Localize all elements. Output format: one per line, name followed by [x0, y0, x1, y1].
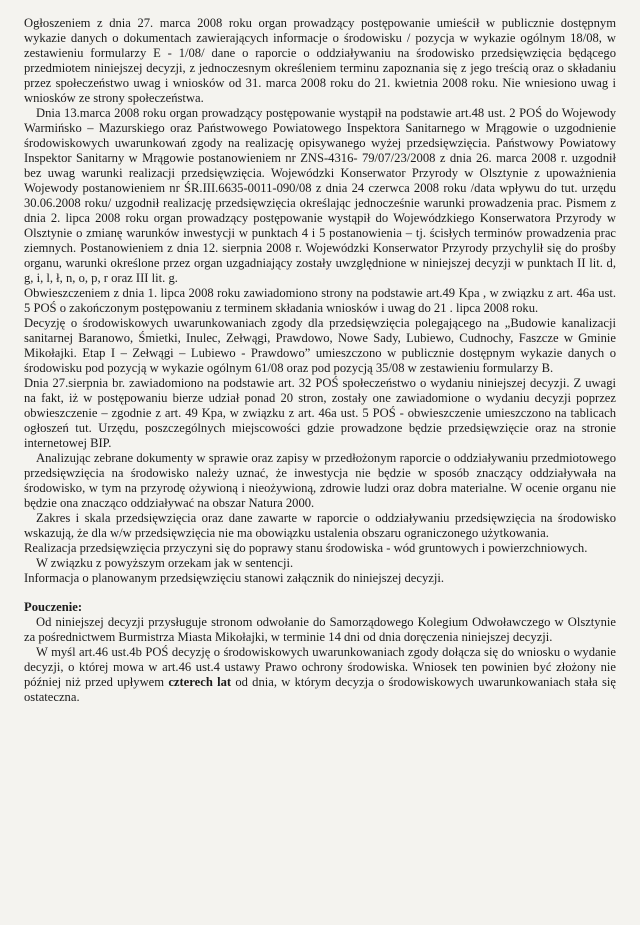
paragraph-analysis: Analizując zebrane dokumenty w sprawie oraz zapisy w przedłożonym raporcie o oddziaływaniu przedmiotowego przedsięwzięcia na środowisko należy uznać, że inwestycja nie będzie w sposób znaczący oddziaływała na środowisko, w tym na przyrodę ożywioną i nieożywioną, zdrowie ludzi oraz dobra materialne. W ocenie organu nie będzie ona znacząco oddziaływać na obszar Natura 2000. [24, 451, 616, 510]
paragraph-ruling: W związku z powyższym orzekam jak w sentencji. [36, 556, 294, 570]
instruction-validity-text-b: od dnia, w którym decyzja o środowiskowych uwarunkowaniach stała się ostateczna. [24, 675, 617, 704]
instruction-validity-text-a: W myśl art.46 ust.4b POŚ decyzję o środowiskowych uwarunkowaniach zgody dołącza się do wniosku o wydanie decyzji, o której mowa w art.46 ust.4 ustawy Prawo ochrony środowiska. Wniosek ten powinien być złożony nie później niż przed upływem [24, 645, 616, 689]
paragraph-improvement: Realizacja przedsięwzięcia przyczyni się do poprawy stanu środowiska - wód gruntowych i powierzchniowych. [24, 541, 588, 555]
paragraph-consultations: Dnia 13.marca 2008 roku organ prowadzący postępowanie wystąpił na podstawie art.48 ust. 2 POŚ do Wojewody Warmińsko – Mazurskiego oraz Państwowego Powiatowego Inspektora Sanitarnego w Mrągowie o uzgodnienie środowiskowych uwarunkowań zgody na realizację opisywanego wyżej przedsięwzięcia. Państwowy Powiatowy Inspektor Sanitarny w Mrągowie postanowieniem nr ZNS-4316- 79/07/23/2008 z dnia 26. marca 2008 r. uzgodnił bez uwag warunki realizacji przedsięwzięcia. Wojewódzki Konserwator Przyrody w Olsztynie z upoważnienia Wojewody postanowieniem nr ŚR.III.6635-0011-090/08 z dnia 24 czerwca 2008 roku /data wpływu do tut. urzędu 30.06.2008 roku/ uzgodnił realizację przedsięwzięcia określając jednocześnie warunki prowadzenia prac. Pismem z dnia 2. lipca 2008 roku organ prowadzący postępowanie wystąpił do Wojewódzkiego Konserwatora Przyrody w Olsztynie o zmianę warunków inwestycji w punktach 4 i 5 postanowienia – tj. ścisłych terminów prowadzenia prac ziemnych. Postanowieniem z dnia 12. sierpnia 2008 r. Wojewódzki Konserwator Przyrody przychylił się do prośby organu, warunki określone przez organ uzgadniający zostały uwzględnione w niniejszej decyzji w punktach II lit. d, g, i, l, ł, n, o, p, r oraz III lit. g. [24, 106, 616, 285]
paragraph-notice: Obwieszczeniem z dnia 1. lipca 2008 roku zawiadomiono strony na podstawie art.49 Kpa , w związku z art. 46a ust. 5 POŚ o zakończonym postępowaniu z terminem składania wniosków i uwag do 21 . lipca 2008 roku. [24, 286, 616, 315]
paragraph-public-notification: Dnia 27.sierpnia br. zawiadomiono na podstawie art. 32 POŚ społeczeństwo o wydaniu niniejszej decyzji. Z uwagi na fakt, iż w postępowaniu bierze udział ponad 20 stron, zostały one zawiadomione o wydaniu decyzji poprzez obwieszczenie – zgodnie z art. 49 Kpa, w związku z art. 46a ust. 5 POŚ - obwieszczenie umieszczono na tablicach ogłoszeń tut. Urzędu, poszczególnych miejscowości gdzie prowadzone będzie przedsięwzięcie oraz na stronie internetowej BIP. [24, 376, 616, 450]
paragraph-attachment: Informacja o planowanym przedsięwzięciu stanowi załącznik do niniejszej decyzji. [24, 571, 444, 585]
paragraph-announcement: Ogłoszeniem z dnia 27. marca 2008 roku organ prowadzący postępowanie umieścił w publicznie dostępnym wykazie danych o dokumentach zawierających informacje o środowisku / pozycja w wykazie ogólnym 18/08, w zestawieniu formularzy E - 1/08/ dane o raporcie o oddziaływaniu na środowisko przedsięwzięcia będącego przedmiotem niniejszej decyzji, z jednoczesnym określeniem terminu zapoznania się z jego treścią oraz o składaniu przez społeczeństwo uwag i wniosków od 31. marca 2008 roku do 21. kwietnia 2008 roku. Nie wniesiono uwag i wniosków ze strony społeczeństwa. [24, 16, 616, 105]
instruction-appeal: Od niniejszej decyzji przysługuje stronom odwołanie do Samorządowego Kolegium Odwoławczego w Olsztynie za pośrednictwem Burmistrza Miasta Mikołajki, w terminie 14 dni od dnia doręczenia niniejszej decyzji. [24, 615, 616, 644]
instruction-validity [24, 645, 616, 705]
paragraph-scope: Zakres i skala przedsięwzięcia oraz dane zawarte w raporcie o oddziaływaniu przedsięwzięcia na środowisko wskazują, że dla w/w przedsięwzięcia nie ma obowiązku ustalenia obszaru ograniczonego użytkowania. [24, 511, 616, 540]
paragraph-decision-publication: Decyzję o środowiskowych uwarunkowaniach zgody dla przedsięwzięcia polegającego na „Budowie kanalizacji sanitarnej Baranowo, Śmietki, Inulec, Zełwągi, Prawdowo, Nowe Sady, Lubiewo, Cudnochy, Faszcze w Gminie Mikołajki. Etap I – Zełwągi – Lubiewo - Prawdowo” umieszczono w publicznie dostępnym wykazie danych o środowisku pod pozycją w wykazie ogólnym 61/08 oraz pod pozycją 35/08 w zestawieniu formularzy B. [24, 316, 616, 375]
instruction-validity-term: czterech lat [168, 675, 232, 689]
section-gap [24, 586, 616, 600]
instruction-heading: Pouczenie: [24, 600, 83, 614]
